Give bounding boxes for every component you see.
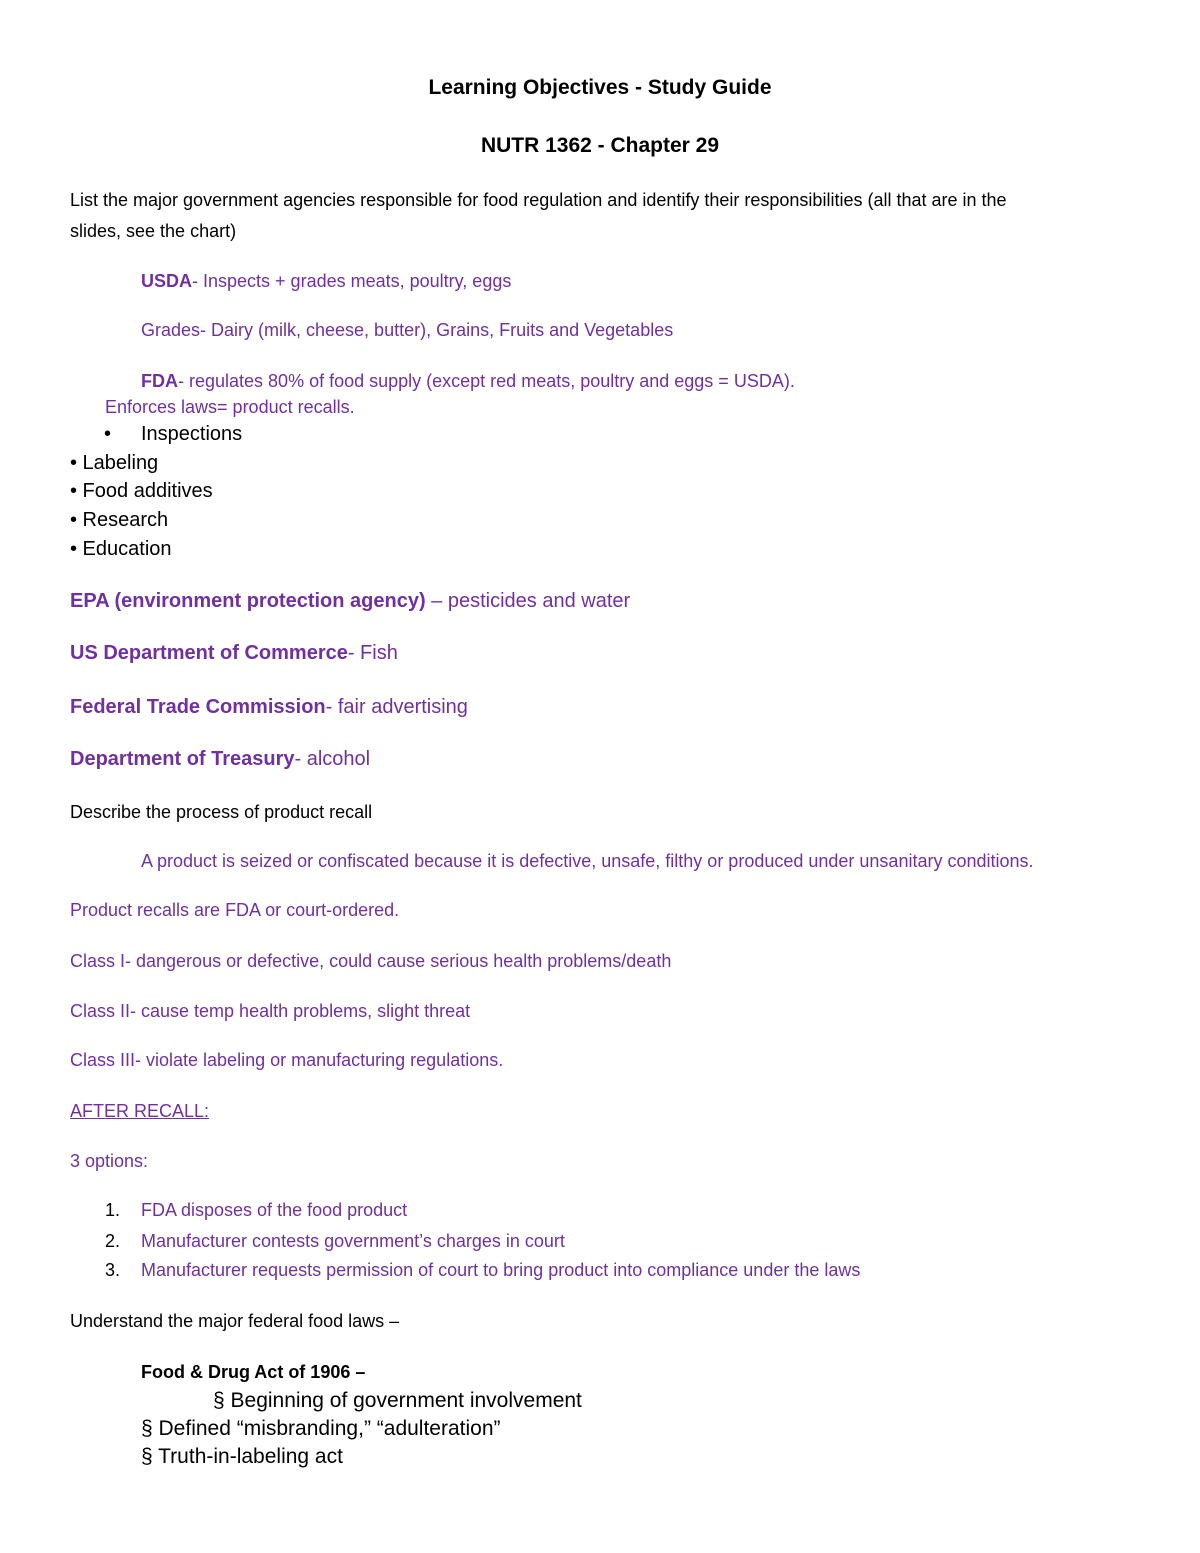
agency-label: Department of Treasury	[70, 748, 295, 770]
document-subtitle: NUTR 1362 - Chapter 29	[480, 134, 720, 157]
option-number: 3.	[105, 1260, 121, 1280]
objective-food-laws: Understand the major federal food laws –	[70, 1311, 400, 1331]
fda-bullet-education: • Education	[70, 538, 172, 560]
option-number: 1.	[105, 1200, 121, 1220]
agency-text: - Fish	[347, 642, 398, 664]
bullet-dot-icon: •	[104, 423, 112, 445]
act-1906-point: § Beginning of government involvement	[213, 1389, 582, 1412]
fda-bullet-text: Inspections	[141, 423, 243, 445]
fda-label: FDA	[141, 371, 178, 391]
agency-epa	[70, 590, 630, 613]
enforces-line: Enforces laws= product recalls.	[105, 397, 355, 417]
after-recall-heading: AFTER RECALL:	[70, 1101, 210, 1121]
fda-bullet-research: • Research	[70, 509, 169, 531]
usda-line	[141, 271, 511, 292]
options-heading: 3 options:	[70, 1151, 149, 1171]
option-item	[105, 1200, 407, 1221]
option-text: Manufacturer requests permission of court to bring product into compliance under the laws	[141, 1260, 861, 1280]
agency-text: - alcohol	[294, 748, 371, 770]
usda-text: - Inspects + grades meats, poultry, eggs	[192, 271, 512, 291]
option-text: Manufacturer contests government’s charges in court	[141, 1231, 565, 1251]
act-1906-point: § Defined “misbranding,” “adulteration”	[141, 1417, 501, 1440]
recall-seized-line: A product is seized or confiscated because it is defective, unsafe, filthy or produced under unsanitary conditions.	[141, 851, 1034, 871]
option-text: FDA disposes of the food product	[141, 1200, 408, 1220]
recall-class-3: Class III- violate labeling or manufacturing regulations.	[70, 1050, 504, 1070]
fda-bullet-labeling: • Labeling	[70, 452, 159, 474]
objective-agencies-line-2: slides, see the chart)	[70, 221, 237, 241]
option-item	[105, 1231, 565, 1252]
agency-treasury	[70, 748, 370, 771]
agency-text: – pesticides and water	[425, 590, 631, 612]
agency-label: Federal Trade Commission	[70, 696, 326, 718]
agency-text: - fair advertising	[325, 696, 468, 718]
act-1906-heading: Food & Drug Act of 1906 –	[141, 1362, 366, 1382]
act-1906-point: § Truth-in-labeling act	[141, 1445, 343, 1468]
option-number: 2.	[105, 1231, 121, 1251]
recall-class-1: Class I- dangerous or defective, could cause serious health problems/death	[70, 951, 672, 971]
fda-text: - regulates 80% of food supply (except red meats, poultry and eggs = USDA).	[178, 371, 795, 391]
recall-class-2: Class II- cause temp health problems, slight threat	[70, 1001, 471, 1021]
fda-bullet-food-additives: • Food additives	[70, 480, 213, 502]
usda-label: USDA	[141, 271, 193, 291]
agency-label: US Department of Commerce	[70, 642, 348, 664]
agency-label: EPA (environment protection agency)	[70, 590, 426, 612]
grades-line: Grades- Dairy (milk, cheese, butter), Grains, Fruits and Vegetables	[141, 320, 674, 340]
option-item	[105, 1260, 860, 1281]
objective-agencies-line-1: List the major government agencies responsible for food regulation and identify their responsibilities (all that are in the	[70, 190, 1007, 210]
fda-line	[141, 371, 795, 392]
fda-bullet-inspections	[104, 423, 242, 446]
agency-ftc	[70, 696, 468, 719]
recall-ordered-line: Product recalls are FDA or court-ordered.	[70, 900, 400, 920]
objective-recall: Describe the process of product recall	[70, 802, 373, 822]
document-title: Learning Objectives - Study Guide	[428, 76, 772, 99]
agency-commerce	[70, 642, 398, 665]
